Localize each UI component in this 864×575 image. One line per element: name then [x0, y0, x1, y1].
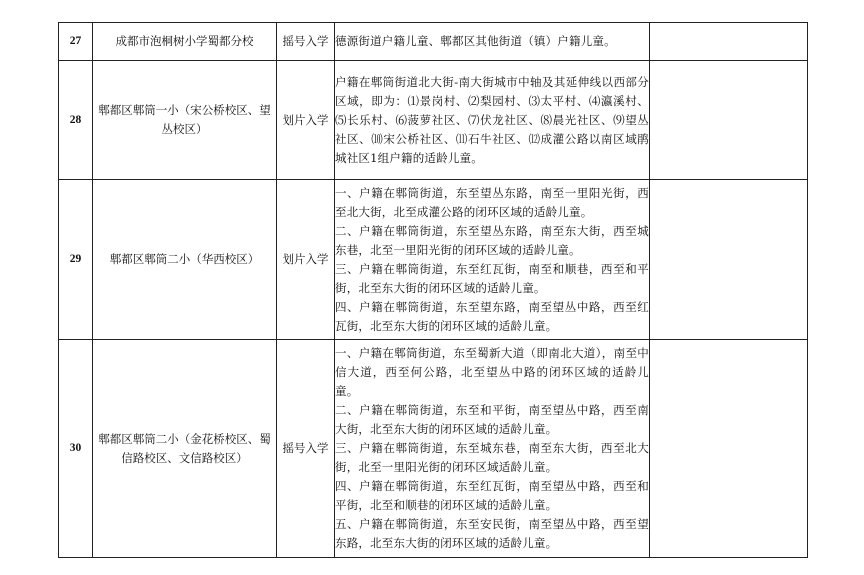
enrollment-area — [335, 23, 650, 61]
row-number: 29 — [59, 180, 93, 340]
enrollment-area — [335, 61, 650, 180]
row-number: 28 — [59, 61, 93, 180]
area-paragraph: 户籍在郫筒街道北大街-南大街城市中轴及其延伸线以西部分区域，即为：⑴景岗村、⑵梨园村、⑶太平村、⑷瀛溪村、⑸长乐村、⑹菠萝社区、⑺伏龙社区、⑻晨光社区、⑼望丛社区、⑽宋公桥社区、⑾石牛社区、⑿成灌公路以南区域鹃城社区1组户籍的适龄儿童。 — [335, 74, 649, 165]
school-name: 郫都区郫筒一小（宋公桥校区、望丛校区） — [93, 61, 277, 180]
area-paragraph: 三、户籍在郫筒街道，东至城东巷，南至东大街，西至北大街，北至一里阳光街的闭环区域适龄儿童。 — [335, 441, 649, 474]
table-row — [59, 61, 808, 180]
area-paragraph: 四、户籍在郫筒街道，东至红瓦街，南至望丛中路，西至和平街，北至和顺巷的闭环区域的适龄儿童。 — [335, 479, 649, 512]
school-name: 郫都区郫筒二小（金花桥校区、蜀信路校区、文信路校区） — [93, 340, 277, 558]
note-cell — [650, 23, 808, 61]
table-row — [59, 340, 808, 558]
note-cell — [650, 340, 808, 558]
area-paragraph: 一、户籍在郫筒街道，东至蜀新大道（即南北大道），南至中信大道，西至何公路，北至望丛中路的闭环区域的适龄儿童。 — [335, 346, 649, 398]
row-number: 30 — [59, 340, 93, 558]
enrollment-table — [58, 22, 808, 558]
admission-method: 划片入学 — [277, 61, 335, 180]
area-paragraph: 五、户籍在郫筒街道，东至安民街，南至望丛中路，西至望东路，北至东大街的闭环区域的适龄儿童。 — [335, 517, 649, 550]
school-name: 郫都区郫筒二小（华西校区） — [93, 180, 277, 340]
row-number: 27 — [59, 23, 93, 61]
admission-method: 划片入学 — [277, 180, 335, 340]
table-row — [59, 180, 808, 340]
enrollment-area — [335, 180, 650, 340]
area-paragraph: 二、户籍在郫筒街道，东至和平街，南至望丛中路，西至南大街，北至东大街的闭环区域的适龄儿童。 — [335, 403, 649, 436]
admission-method: 摇号入学 — [277, 23, 335, 61]
note-cell — [650, 180, 808, 340]
area-paragraph: 德源街道户籍儿童、郫都区其他街道（镇）户籍儿童。 — [335, 34, 616, 48]
enrollment-area — [335, 340, 650, 558]
note-cell — [650, 61, 808, 180]
area-paragraph: 二、户籍在郫筒街道，东至望丛东路，南至东大街，西至城东巷，北至一里阳光街的闭环区域的适龄儿童。 — [335, 223, 649, 257]
area-paragraph: 一、户籍在郫筒街道，东至望丛东路，南至一里阳光街，西至北大街，北至成灌公路的闭环区域的适龄儿童。 — [335, 185, 649, 219]
school-name: 成都市泡桐树小学蜀都分校 — [93, 23, 277, 61]
admission-method: 摇号入学 — [277, 340, 335, 558]
table-row — [59, 23, 808, 61]
area-paragraph: 四、户籍在郫筒街道，东至望东路，南至望丛中路，西至红瓦街，北至东大街的闭环区域的适龄儿童。 — [335, 299, 649, 333]
area-paragraph: 三、户籍在郫筒街道，东至红瓦街，南至和顺巷，西至和平街，北至东大街的闭环区域的适龄儿童。 — [335, 261, 649, 295]
